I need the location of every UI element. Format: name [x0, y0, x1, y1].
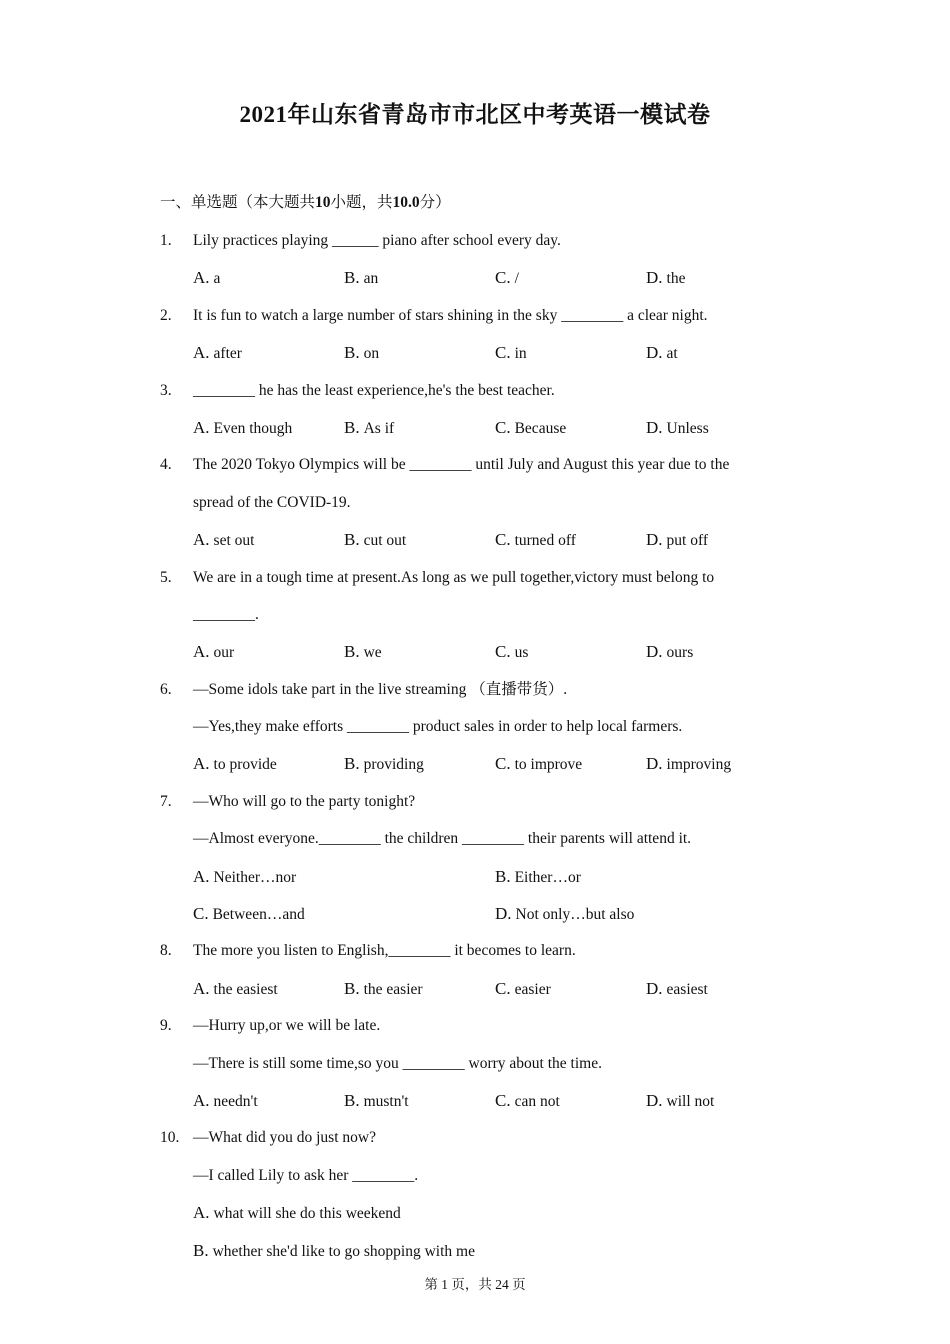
question-line [160, 820, 800, 857]
option-letter: B. [193, 1240, 209, 1260]
option-text: turned off [514, 532, 576, 550]
answer-option [495, 1082, 560, 1120]
options-row [160, 1232, 800, 1269]
question [160, 446, 800, 558]
options-row [160, 1082, 800, 1119]
option-letter: B. [344, 417, 360, 437]
option-letter: D. [646, 343, 663, 363]
option-text: easier [514, 980, 551, 998]
question-text: The 2020 Tokyo Olympics will be ________ until July and August this year due to the [193, 456, 730, 474]
option-text: we [363, 644, 382, 662]
options-row [160, 1194, 800, 1231]
option-text: Even though [213, 419, 293, 437]
options-row [160, 745, 800, 782]
option-letter: D. [495, 904, 512, 924]
answer-option [193, 745, 277, 783]
option-letter: B. [344, 268, 360, 288]
answer-option [495, 259, 519, 297]
options-row [160, 259, 800, 296]
answer-option [344, 745, 424, 783]
option-letter: A. [193, 642, 210, 662]
answer-option [344, 633, 382, 671]
question-line [160, 297, 800, 334]
option-letter: A. [193, 417, 210, 437]
option-letter: C. [193, 904, 209, 924]
option-text: easiest [666, 980, 708, 998]
answer-option [646, 334, 678, 372]
option-letter: C. [495, 1090, 511, 1110]
question [160, 559, 800, 671]
answer-option [495, 334, 527, 372]
question-text: The more you listen to English,________ it becomes to learn. [193, 942, 576, 960]
question-text: We are in a tough time at present.As long as we pull together,victory must belong to [193, 568, 715, 586]
option-text: needn't [213, 1092, 258, 1110]
option-text: in [514, 345, 527, 363]
answer-option [193, 970, 278, 1008]
option-text: can not [514, 1092, 560, 1110]
answer-option [344, 521, 406, 559]
question-line [160, 1157, 800, 1194]
question [160, 1007, 800, 1119]
question-line [160, 372, 800, 409]
option-letter: C. [495, 343, 511, 363]
answer-option [495, 858, 581, 896]
section-suffix: 分） [419, 194, 451, 211]
option-letter: A. [193, 866, 210, 886]
answer-option [495, 895, 634, 933]
option-text: mustn't [363, 1092, 409, 1110]
answer-option [344, 1082, 409, 1120]
question-number: 1. [160, 232, 172, 249]
option-text: will not [666, 1092, 715, 1110]
answer-option [495, 970, 551, 1008]
option-text: ours [666, 644, 694, 662]
option-text: cut out [363, 532, 407, 550]
answer-option [495, 633, 528, 671]
options-row [160, 409, 800, 446]
option-letter: D. [646, 754, 663, 774]
answer-option [646, 259, 685, 297]
option-letter: A. [193, 1203, 210, 1223]
option-letter: A. [193, 268, 210, 288]
answer-option [193, 858, 296, 896]
question-line [160, 484, 800, 521]
options-row [160, 858, 800, 895]
section-heading [160, 190, 451, 212]
option-text: set out [213, 532, 255, 550]
answer-option [344, 259, 378, 297]
option-text: what will she do this weekend [213, 1205, 401, 1223]
option-text: us [514, 644, 529, 662]
question-text: —Hurry up,or we will be late. [193, 1017, 381, 1035]
option-letter: D. [646, 978, 663, 998]
option-text: to improve [514, 756, 583, 774]
question-line [160, 671, 800, 708]
answer-option [193, 633, 234, 671]
question-text: —What did you do just now? [193, 1129, 376, 1147]
option-letter: C. [495, 417, 511, 437]
question-list [160, 222, 800, 1269]
section-score: 10.0 [392, 194, 420, 211]
answer-option [344, 334, 379, 372]
option-letter: B. [344, 978, 360, 998]
options-row [160, 970, 800, 1007]
option-letter: A. [193, 754, 210, 774]
answer-option [495, 521, 576, 559]
question-number: 10. [160, 1129, 180, 1147]
option-letter: A. [193, 343, 210, 363]
question-number: 7. [160, 792, 172, 810]
option-letter: D. [646, 530, 663, 550]
answer-option [193, 334, 242, 372]
option-letter: D. [646, 642, 663, 662]
option-text: providing [363, 756, 424, 774]
option-text: Either…or [514, 868, 581, 886]
option-letter: A. [193, 978, 210, 998]
question-line [160, 596, 800, 633]
option-letter: C. [495, 642, 511, 662]
question-number: 2. [160, 306, 172, 324]
option-letter: B. [344, 343, 360, 363]
section-prefix: 一、单选题（本大题共 [160, 194, 316, 211]
option-letter: A. [193, 530, 210, 550]
option-letter: B. [344, 754, 360, 774]
answer-option [646, 409, 709, 447]
option-letter: C. [495, 754, 511, 774]
option-letter: D. [646, 1090, 663, 1110]
section-mid: 小题，共 [330, 194, 393, 211]
answer-option [646, 745, 731, 783]
question [160, 671, 800, 783]
document-title: 2021年山东省青岛市市北区中考英语一模试卷 [239, 102, 711, 127]
question-text: —I called Lily to ask her ________. [193, 1166, 419, 1184]
option-letter: C. [495, 530, 511, 550]
question-number: 4. [160, 456, 172, 474]
option-text: the easiest [213, 980, 278, 998]
question [160, 297, 800, 372]
question-number: 5. [160, 568, 172, 586]
question-text: ________ he has the least experience,he's the best teacher. [193, 381, 555, 399]
question-text: —Some idols take part in the live streaming （直播带货）. [193, 680, 568, 698]
option-text: Neither…nor [213, 868, 297, 886]
section-count: 10 [315, 194, 331, 211]
question [160, 1119, 800, 1269]
answer-option [193, 521, 254, 559]
answer-option [646, 970, 708, 1008]
question-text: ________. [193, 605, 259, 623]
answer-option [193, 409, 292, 447]
option-text: on [363, 345, 380, 363]
options-row [160, 633, 800, 670]
page-footer: 第 1 页，共 24 页 [424, 1277, 526, 1292]
option-text: the easier [363, 980, 423, 998]
question-text: It is fun to watch a large number of stars shining in the sky ________ a clear night. [193, 306, 708, 324]
option-text: our [213, 644, 235, 662]
option-text: whether she'd like to go shopping with me [212, 1242, 475, 1260]
option-letter: D. [646, 268, 663, 288]
question-line [160, 783, 800, 820]
option-text: Unless [666, 419, 709, 437]
question-text: spread of the COVID-19. [193, 493, 351, 511]
answer-option [495, 409, 566, 447]
question [160, 222, 800, 297]
question-line [160, 1007, 800, 1044]
option-letter: C. [495, 268, 511, 288]
question-text: —Almost everyone.________ the children ________ their parents will attend it. [193, 830, 692, 848]
answer-option [646, 521, 708, 559]
answer-option [193, 259, 220, 297]
option-text: to provide [213, 756, 277, 774]
option-text: As if [363, 419, 395, 437]
question-number: 3. [160, 381, 172, 399]
option-text: a [213, 270, 221, 288]
question [160, 932, 800, 1007]
question-line [160, 559, 800, 596]
question-line [160, 1119, 800, 1156]
answer-option [495, 745, 582, 783]
option-letter: A. [193, 1090, 210, 1110]
answer-option [344, 970, 423, 1008]
question-number: 8. [160, 942, 172, 960]
question-line [160, 446, 800, 483]
option-text: the [666, 270, 686, 288]
answer-option [646, 1082, 714, 1120]
option-text: / [514, 270, 519, 288]
answer-option [193, 895, 305, 933]
option-text: put off [666, 532, 709, 550]
answer-option [344, 409, 394, 447]
answer-option [193, 1082, 258, 1120]
option-text: Because [514, 419, 567, 437]
option-letter: B. [344, 642, 360, 662]
option-text: an [363, 270, 379, 288]
option-text: after [213, 345, 242, 363]
question-line [160, 222, 800, 259]
option-text: improving [666, 756, 732, 774]
question-text: Lily practices playing ______ piano after school every day. [193, 232, 561, 249]
answer-option [193, 1194, 401, 1232]
options-row [160, 895, 800, 932]
option-text: Not only…but also [515, 906, 635, 924]
question-number: 9. [160, 1017, 172, 1035]
question [160, 783, 800, 933]
options-row [160, 334, 800, 371]
option-letter: B. [344, 530, 360, 550]
question-number: 6. [160, 680, 172, 698]
question-text: —Yes,they make efforts ________ product sales in order to help local farmers. [193, 718, 683, 736]
answer-option [193, 1232, 475, 1270]
option-text: at [666, 345, 678, 363]
question-line [160, 932, 800, 969]
question-text: —There is still some time,so you ________ worry about the time. [193, 1054, 602, 1072]
question-line [160, 708, 800, 745]
question-line [160, 1045, 800, 1082]
question [160, 372, 800, 447]
options-row [160, 521, 800, 558]
answer-option [646, 633, 693, 671]
question-text: —Who will go to the party tonight? [193, 792, 416, 810]
option-text: Between…and [212, 906, 305, 924]
option-letter: B. [495, 866, 511, 886]
option-letter: D. [646, 417, 663, 437]
option-letter: B. [344, 1090, 360, 1110]
option-letter: C. [495, 978, 511, 998]
